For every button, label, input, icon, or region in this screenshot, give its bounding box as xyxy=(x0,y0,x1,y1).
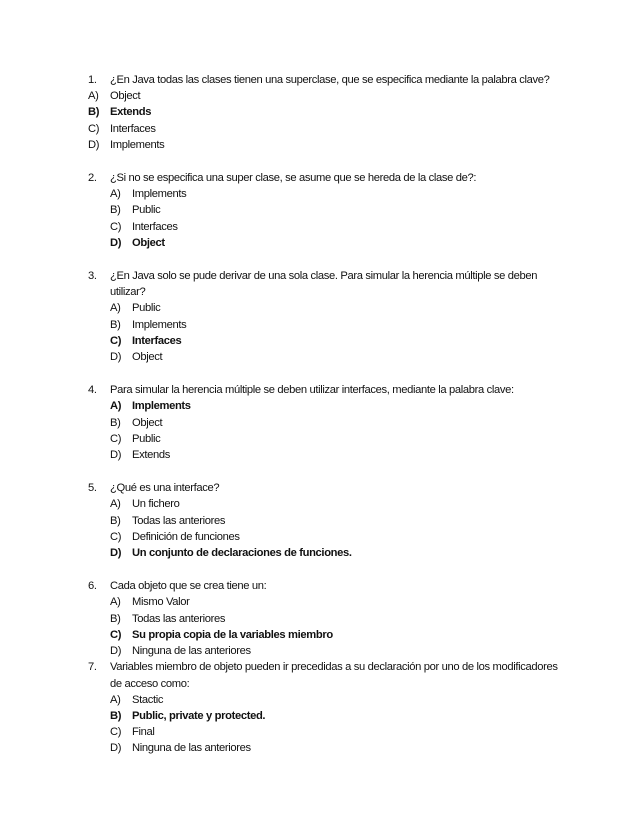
option-letter: A) xyxy=(88,90,99,103)
option-text: Object xyxy=(132,351,163,364)
question-2 xyxy=(88,170,568,251)
option-a xyxy=(88,594,568,610)
option-c-correct xyxy=(88,333,568,349)
option-text: Ninguna de las anteriores xyxy=(132,645,251,658)
quiz-document xyxy=(88,72,568,757)
option-letter: A) xyxy=(110,596,121,609)
option-letter: D) xyxy=(88,138,100,151)
question-text: ¿En Java todas las clases tienen una superclase, que se especifica mediante la palabra clave? xyxy=(110,74,550,86)
option-text: Object xyxy=(132,236,165,249)
option-text: Ninguna de las anteriores xyxy=(132,742,251,755)
option-letter: A) xyxy=(110,400,122,413)
option-letter: B) xyxy=(110,514,121,527)
option-a xyxy=(88,300,568,316)
question-number: 4. xyxy=(88,384,97,397)
option-b xyxy=(88,202,568,218)
option-c-correct xyxy=(88,627,568,643)
question-2-options xyxy=(88,186,568,251)
question-4 xyxy=(88,382,568,463)
question-number: 6. xyxy=(88,580,97,593)
option-d xyxy=(88,349,568,365)
question-3-options xyxy=(88,300,568,365)
question-4-options xyxy=(88,398,568,463)
question-1-options xyxy=(88,88,568,153)
question-1-row xyxy=(88,72,568,88)
option-letter: B) xyxy=(110,318,121,331)
option-letter: C) xyxy=(110,530,122,543)
option-letter: C) xyxy=(110,726,122,739)
question-text: Variables miembro de objeto pueden ir precedidas a su declaración por uno de los modificadores de acceso como: xyxy=(110,661,558,690)
question-7 xyxy=(88,659,568,756)
question-7-row xyxy=(88,659,568,691)
question-4-row xyxy=(88,382,568,398)
option-text: Implements xyxy=(132,400,191,413)
option-letter: C) xyxy=(110,432,122,445)
question-6-options xyxy=(88,594,568,659)
option-text: Todas las anteriores xyxy=(132,612,226,625)
option-letter: C) xyxy=(88,122,100,135)
option-a xyxy=(88,692,568,708)
option-text: Su propia copia de la variables miembro xyxy=(132,628,333,641)
question-number: 2. xyxy=(88,172,97,185)
option-a xyxy=(88,496,568,512)
option-text: Un fichero xyxy=(132,498,180,511)
question-text: Cada objeto que se crea tiene un: xyxy=(110,580,267,593)
option-c xyxy=(88,121,568,137)
question-6 xyxy=(88,578,568,659)
option-c xyxy=(88,724,568,740)
option-text: Extends xyxy=(110,106,152,119)
option-letter: B) xyxy=(110,204,121,217)
question-text: ¿Si no se especifica una super clase, se asume que se hereda de la clase de?: xyxy=(110,172,477,185)
option-letter: A) xyxy=(110,302,121,315)
option-b xyxy=(88,513,568,529)
option-b xyxy=(88,415,568,431)
question-3 xyxy=(88,268,568,365)
option-text: Extends xyxy=(132,449,170,462)
question-5-options xyxy=(88,496,568,561)
question-number: 1. xyxy=(88,74,97,86)
option-letter: D) xyxy=(110,351,122,364)
option-text: Mismo Valor xyxy=(132,596,190,609)
option-letter: A) xyxy=(110,498,121,511)
question-number: 7. xyxy=(88,661,97,674)
option-text: Interfaces xyxy=(132,220,178,233)
option-letter: B) xyxy=(110,612,121,625)
question-5-row xyxy=(88,480,568,496)
question-text: ¿Qué es una interface? xyxy=(110,482,220,495)
question-1 xyxy=(88,72,568,153)
option-letter: D) xyxy=(110,645,122,658)
question-text: ¿En Java solo se pude derivar de una sola clase. Para simular la herencia múltiple se deben utilizar? xyxy=(110,270,538,299)
option-letter: D) xyxy=(110,236,122,249)
option-letter: C) xyxy=(110,220,122,233)
option-text: Public xyxy=(132,204,161,217)
option-c xyxy=(88,529,568,545)
option-text: Stactic xyxy=(132,693,164,706)
option-text: Public xyxy=(132,432,161,445)
option-d-correct xyxy=(88,235,568,251)
option-text: Un conjunto de declaraciones de funciones. xyxy=(132,547,352,560)
option-b-correct xyxy=(88,104,568,120)
option-letter: D) xyxy=(110,742,122,755)
option-letter: D) xyxy=(110,547,122,560)
question-6-row xyxy=(88,578,568,594)
option-text: Object xyxy=(110,90,141,103)
option-text: Todas las anteriores xyxy=(132,514,226,527)
option-text: Interfaces xyxy=(110,122,156,135)
option-letter: C) xyxy=(110,628,122,641)
question-7-options xyxy=(88,692,568,757)
question-5 xyxy=(88,480,568,561)
option-letter: B) xyxy=(110,416,121,429)
option-b xyxy=(88,317,568,333)
option-a xyxy=(88,186,568,202)
option-d-correct xyxy=(88,545,568,561)
option-c xyxy=(88,219,568,235)
option-letter: D) xyxy=(110,449,122,462)
option-text: Public, private y protected. xyxy=(132,709,266,722)
option-text: Final xyxy=(132,726,155,739)
option-a xyxy=(88,88,568,104)
question-number: 3. xyxy=(88,270,97,283)
question-3-row xyxy=(88,268,568,300)
option-letter: B) xyxy=(110,709,122,722)
option-b xyxy=(88,611,568,627)
option-b-correct xyxy=(88,708,568,724)
option-letter: A) xyxy=(110,693,121,706)
question-2-row xyxy=(88,170,568,186)
option-letter: A) xyxy=(110,188,121,201)
question-number: 5. xyxy=(88,482,97,495)
option-text: Definición de funciones xyxy=(132,530,240,543)
option-text: Implements xyxy=(132,318,187,331)
option-text: Public xyxy=(132,302,161,315)
question-text: Para simular la herencia múltiple se deben utilizar interfaces, mediante la palabra clave: xyxy=(110,384,514,397)
option-d xyxy=(88,740,568,756)
option-text: Object xyxy=(132,416,163,429)
option-text: Implements xyxy=(132,188,187,201)
option-a-correct xyxy=(88,398,568,414)
option-text: Interfaces xyxy=(132,334,182,347)
option-text: Implements xyxy=(110,138,165,151)
option-d xyxy=(88,137,568,153)
option-d xyxy=(88,447,568,463)
option-d xyxy=(88,643,568,659)
option-c xyxy=(88,431,568,447)
option-letter: C) xyxy=(110,334,122,347)
option-letter: B) xyxy=(88,106,100,119)
